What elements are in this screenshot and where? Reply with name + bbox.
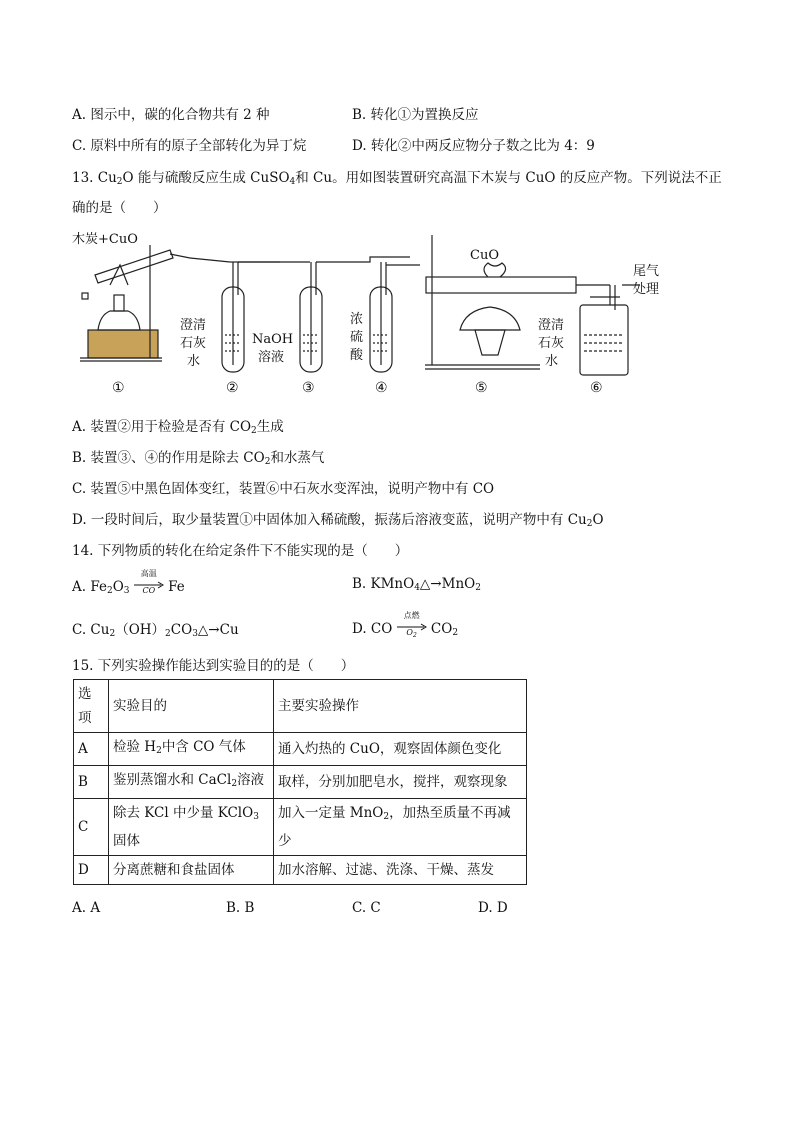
q15-stem: 15. 下列实验操作能达到实验目的的是（ ） (72, 658, 355, 674)
label-dev4-3: 酸 (350, 348, 364, 363)
q12-option-a: A. 图示中，碳的化合物共有 2 种 (72, 107, 270, 123)
q14-option-b: B. KMnO$_4$△→MnO$_2$ (352, 576, 481, 593)
q13-option-c: C. 装置⑤中黑色固体变红，装置⑥中石灰水变浑浊，说明产物中有 CO (72, 481, 495, 497)
label-dev2-2: 石灰 (180, 336, 207, 351)
q14-option-a: A. $Fe_2O_3$ 高温 CO Fe (72, 569, 185, 596)
q13-stem-line1: 13. $Cu_2O$ 能与硫酸反应生成 CuSO$_4$和 Cu。用如图装置研究高温下木炭与 CuO 的反应产物。下列说法不正 (72, 170, 722, 187)
q15-answer-d: D. D (478, 900, 508, 916)
table-cell-goal: 除去 KCl 中少量 KClO$_3$固体 (109, 799, 274, 856)
heat-arrow: △→ (419, 576, 442, 592)
table-header: 主要实验操作 (274, 680, 527, 733)
apparatus-drawing (70, 225, 670, 405)
q12-option-b: B. 转化①为置换反应 (352, 107, 479, 123)
table-cell-option: A (74, 733, 109, 766)
table-cell-option: D (74, 856, 109, 885)
label-dev2-1: 澄清 (180, 318, 207, 333)
apparatus-diagram (70, 225, 670, 405)
reaction-arrow: 点燃 $O_2$ (397, 618, 427, 636)
q15-table (73, 679, 527, 885)
q14-option-d: D. CO 点燃 $O_2$ $CO_2$ (352, 611, 459, 639)
device-number-2: ② (226, 380, 239, 396)
device-number-4: ④ (375, 380, 388, 396)
q15-answer-c: C. C (352, 900, 381, 916)
q13-option-b: B. 装置③、④的作用是除去 $CO_2$和水蒸气 (72, 450, 325, 467)
label-tail-gas-1: 尾气 (633, 264, 660, 279)
label-dev3-1: NaOH (252, 332, 294, 347)
table-row (74, 799, 527, 856)
label-dev4-1: 浓 (350, 312, 364, 327)
table-cell-goal: 检验 $H_2$中含 CO 气体 (109, 733, 274, 766)
device-number-3: ③ (302, 380, 315, 396)
q15-answer-b: B. B (226, 900, 255, 916)
table-row (74, 856, 527, 885)
table-header: 实验目的 (109, 680, 274, 733)
label-cuo: CuO (470, 248, 499, 263)
table-cell-operation: 取样，分别加肥皂水，搅拌，观察现象 (274, 766, 527, 799)
device-number-6: ⑥ (590, 380, 603, 396)
q12-option-c: C. 原料中所有的原子全部转化为异丁烷 (72, 138, 307, 154)
table-row (74, 733, 527, 766)
table-cell-operation: 加水溶解、过滤、洗涤、干燥、蒸发 (274, 856, 527, 885)
label-tail-gas-2: 处理 (633, 282, 660, 297)
table-header-row (74, 680, 527, 733)
label-dev4-2: 硫 (350, 330, 364, 345)
device-number-5: ⑤ (475, 380, 488, 396)
q13-stem-line2: 确的是（ ） (72, 200, 167, 216)
label-dev6-2: 石灰 (538, 336, 565, 351)
label-dev2-3: 水 (187, 354, 201, 369)
q13-option-a: A. 装置②用于检验是否有 $CO_2$生成 (72, 419, 284, 436)
label-dev3-2: 溶液 (258, 350, 285, 365)
label-dev6-1: 澄清 (538, 318, 565, 333)
q12-option-d: D. 转化②中两反应物分子数之比为 4：9 (352, 138, 595, 154)
heat-arrow: △→ (197, 622, 220, 638)
label-reactants: 木炭+CuO (72, 232, 138, 247)
table-cell-goal: 鉴别蒸馏水和 CaCl$_2$溶液 (109, 766, 274, 799)
q15-answer-a: A. A (72, 900, 101, 916)
reaction-arrow: 高温 CO (134, 576, 164, 594)
table-header: 选项 (74, 680, 109, 733)
label-dev6-3: 水 (545, 354, 559, 369)
q14-stem: 14. 下列物质的转化在给定条件下不能实现的是（ ） (72, 543, 409, 559)
q14-option-c: C. $Cu_2(OH)_2CO_3\triangle\to Cu$ (72, 622, 239, 639)
table-row (74, 766, 527, 799)
table-cell-operation: 加入一定量 MnO$_2$，加热至质量不再减少 (274, 799, 527, 856)
table-cell-operation: 通入灼热的 CuO，观察固体颜色变化 (274, 733, 527, 766)
table-cell-goal: 分离蔗糖和食盐固体 (109, 856, 274, 885)
device-number-1: ① (112, 380, 125, 396)
table-cell-option: B (74, 766, 109, 799)
q13-option-d: D. 一段时间后，取少量装置①中固体加入稀硫酸，振荡后溶液变蓝，说明产物中有 $Cu_2O$ (72, 512, 604, 529)
table-cell-option: C (74, 799, 109, 856)
